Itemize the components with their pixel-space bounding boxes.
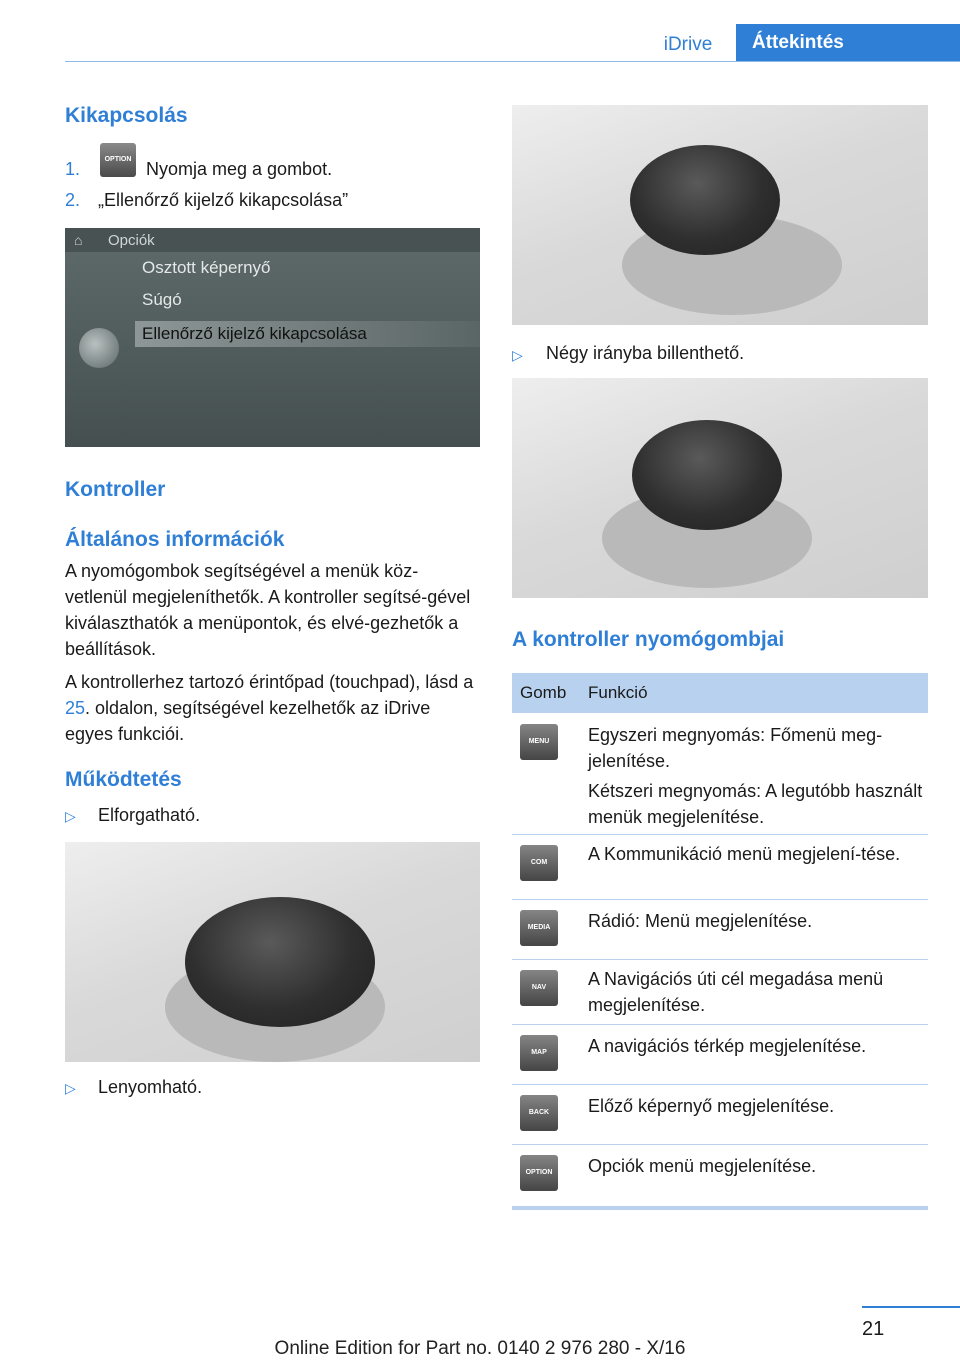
paragraph-text: A kontrollerhez tartozó érintőpad (touchpad), lásd a — [65, 672, 474, 692]
com-button-icon: COM — [520, 845, 558, 881]
row-function: Opciók menü megjelenítése. — [588, 1156, 817, 1176]
option-button-icon: OPTION — [520, 1155, 558, 1191]
table-row — [512, 835, 928, 900]
heading-kontroller: Kontroller — [65, 478, 166, 501]
row-function: A Navigációs úti cél megadása menü megjelenítése. — [588, 969, 884, 1015]
row-function: Kétszeri megnyomás: A legutóbb használt menük megjelenítése. — [588, 781, 923, 827]
bullet-text: Elforgatható. — [98, 805, 201, 825]
table-header — [512, 673, 928, 713]
step-text: „Ellenőrző kijelző kikapcsolása” — [98, 190, 349, 210]
back-button-icon: BACK — [520, 1095, 558, 1131]
bullet-text: Négy irányba billenthető. — [546, 343, 745, 363]
table-row — [512, 1085, 928, 1145]
bullet-triangle-icon: ▷ — [65, 1080, 76, 1096]
map-button-icon: MAP — [520, 1035, 558, 1071]
table-bottom-rule — [512, 1206, 928, 1210]
idrive-menu-screenshot — [65, 228, 480, 447]
step-number: 2. — [65, 190, 81, 210]
row-function: Előző képernyő megjelenítése. — [588, 1096, 835, 1116]
media-button-icon: MEDIA — [520, 910, 558, 946]
controller-press-photo — [512, 105, 928, 325]
home-icon: ⌂ — [74, 232, 83, 248]
subheading-operation: Működtetés — [65, 768, 182, 791]
option-button-icon: OPTION — [100, 143, 136, 177]
controller-knob-icon — [79, 328, 119, 368]
row-function: Egyszeri megnyomás: Főmenü meg-jelenítése. — [588, 725, 883, 771]
column-header: Funkció — [588, 683, 648, 702]
menu-item-split-screen: Osztott képernyő — [142, 258, 271, 277]
menu-button-icon: MENU — [520, 724, 558, 760]
menu-item-display-off: Ellenőrző kijelző kikapcsolása — [142, 324, 367, 343]
row-function: A Kommunikáció menü megjelení-tése. — [588, 844, 901, 864]
table-row — [512, 713, 928, 835]
table-row — [512, 960, 928, 1025]
step-text: Nyomja meg a gombot. — [146, 159, 333, 179]
header-rule — [65, 61, 960, 62]
heading-buttons: A kontroller nyomógombjai — [512, 628, 785, 651]
heading-kikapcsolas: Kikapcsolás — [65, 104, 188, 127]
header-tab: Áttekintés — [736, 24, 960, 62]
subheading-general-info: Általános információk — [65, 528, 285, 551]
footer-edition: Online Edition for Part no. 0140 2 976 280 - X/16 — [274, 1338, 686, 1359]
controller-tilt-photo — [512, 378, 928, 598]
nav-button-icon: NAV — [520, 970, 558, 1006]
paragraph-intro: A nyomógombok segítségével a menük köz-vetlenül megjeleníthetők. A kontroller segítsé-gével kiválaszthatók a menüpontok, és elvé-gezhetők a beállítások. — [65, 561, 471, 659]
step-number: 1. — [65, 159, 81, 179]
table-row — [512, 1145, 928, 1205]
menu-item-help: Súgó — [142, 290, 182, 309]
row-function: Rádió: Menü megjelenítése. — [588, 911, 813, 931]
controller-rotate-photo — [65, 842, 480, 1062]
bullet-text: Lenyomható. — [98, 1077, 203, 1097]
row-function: A navigációs térkép megjelenítése. — [588, 1036, 867, 1056]
table-row — [512, 900, 928, 960]
header-section-label: iDrive — [663, 34, 713, 55]
page-link[interactable]: 25 — [65, 698, 86, 718]
footer-rule — [862, 1306, 960, 1308]
page-number: 21 — [862, 1318, 885, 1340]
table-row — [512, 1025, 928, 1085]
bullet-triangle-icon: ▷ — [512, 347, 523, 363]
paragraph-touchpad — [65, 669, 475, 747]
bullet-triangle-icon: ▷ — [65, 808, 76, 824]
column-header: Gomb — [520, 683, 567, 702]
paragraph-text: . oldalon, segítségével kezelhetők az iDrive egyes funkciói. — [65, 698, 431, 744]
menu-header: Opciók — [108, 232, 155, 249]
